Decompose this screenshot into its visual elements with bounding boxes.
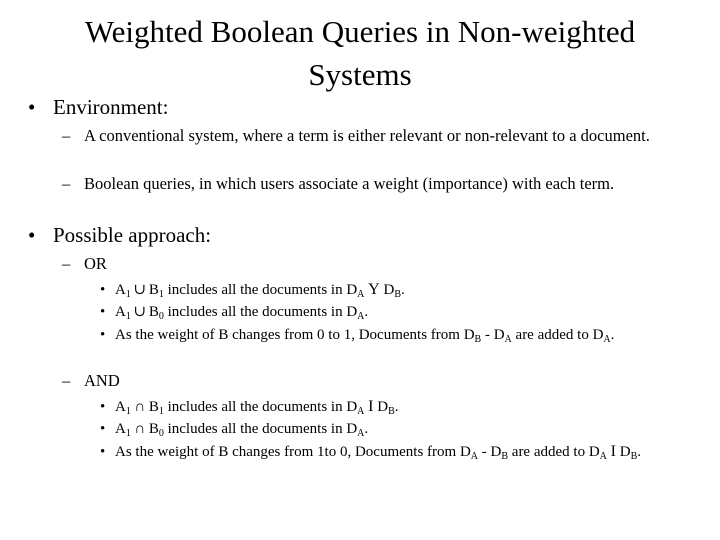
or-sub-3-text: As the weight of B changes from 0 to 1, Documents from $D_B - D_A$ are added to $D_A$.: [115, 327, 615, 345]
small-bullet: •: [100, 282, 106, 298]
dash-marker: –: [62, 371, 71, 390]
small-bullet: •: [100, 399, 106, 415]
environment-item-2: [62, 173, 687, 195]
or-sub-1-text: $A_1$ ∪ $B_1$ includes all the documents in $D_A$ Y $D_B$.: [115, 281, 405, 300]
or-sub-1: [100, 279, 690, 301]
or-operator-icon: Y: [368, 281, 380, 298]
and-operator-icon: I: [368, 398, 374, 415]
environment-item-text: A conventional system, where a term is either relevant or non-relevant to a document.: [84, 126, 650, 145]
bullet-marker: •: [28, 95, 36, 119]
environment-heading-text: Environment:: [53, 95, 169, 119]
and-label: AND: [84, 371, 120, 390]
intersection-icon: ∩: [134, 421, 146, 437]
union-icon: ∪: [133, 304, 147, 320]
or-label: OR: [84, 254, 107, 273]
approach-bullet: [28, 222, 211, 248]
environment-bullet: [28, 94, 168, 120]
small-bullet: •: [100, 421, 106, 437]
intersection-icon: ∩: [134, 399, 146, 415]
environment-item-text: Boolean queries, in which users associate a weight (importance) with each term.: [84, 174, 615, 193]
small-bullet: •: [100, 327, 106, 343]
and-sub-2-text: $A_1$ ∩ $B_0$ includes all the documents in $D_A$.: [100, 418, 690, 440]
approach-heading: Possible approach:: [53, 223, 212, 247]
small-bullet: •: [100, 304, 106, 320]
dash-marker: –: [62, 174, 71, 193]
and-item: [62, 370, 687, 392]
and-sub-1-text: $A_1$ ∩ $B_1$ includes all the documents in $D_A$ I $D_B$.: [115, 398, 399, 417]
dash-marker: –: [62, 126, 71, 145]
union-icon: ∪: [133, 282, 147, 298]
and-sub-3: [100, 441, 690, 463]
slide-title: Weighted Boolean Queries in Non-weighted Systems: [84, 14, 636, 92]
or-sub-2: [100, 301, 690, 323]
dash-marker: –: [62, 254, 71, 273]
or-sub-2-text: $A_1$ ∪ $B_0$ includes all the documents in $D_A$.: [100, 301, 690, 323]
and-sub-2: [100, 418, 690, 440]
and-operator-icon: I: [610, 443, 616, 460]
small-bullet: •: [100, 444, 106, 460]
or-item: [62, 253, 687, 275]
bullet-marker: •: [28, 223, 36, 247]
environment-item-1: [62, 125, 687, 147]
or-sub-3: [100, 324, 690, 346]
and-sub-1: [100, 396, 690, 418]
and-sub-3-text: As the weight of B changes from 1to 0, Documents from $D_A - D_B$ are added to $D_A$ I $D_B$.: [115, 443, 641, 462]
